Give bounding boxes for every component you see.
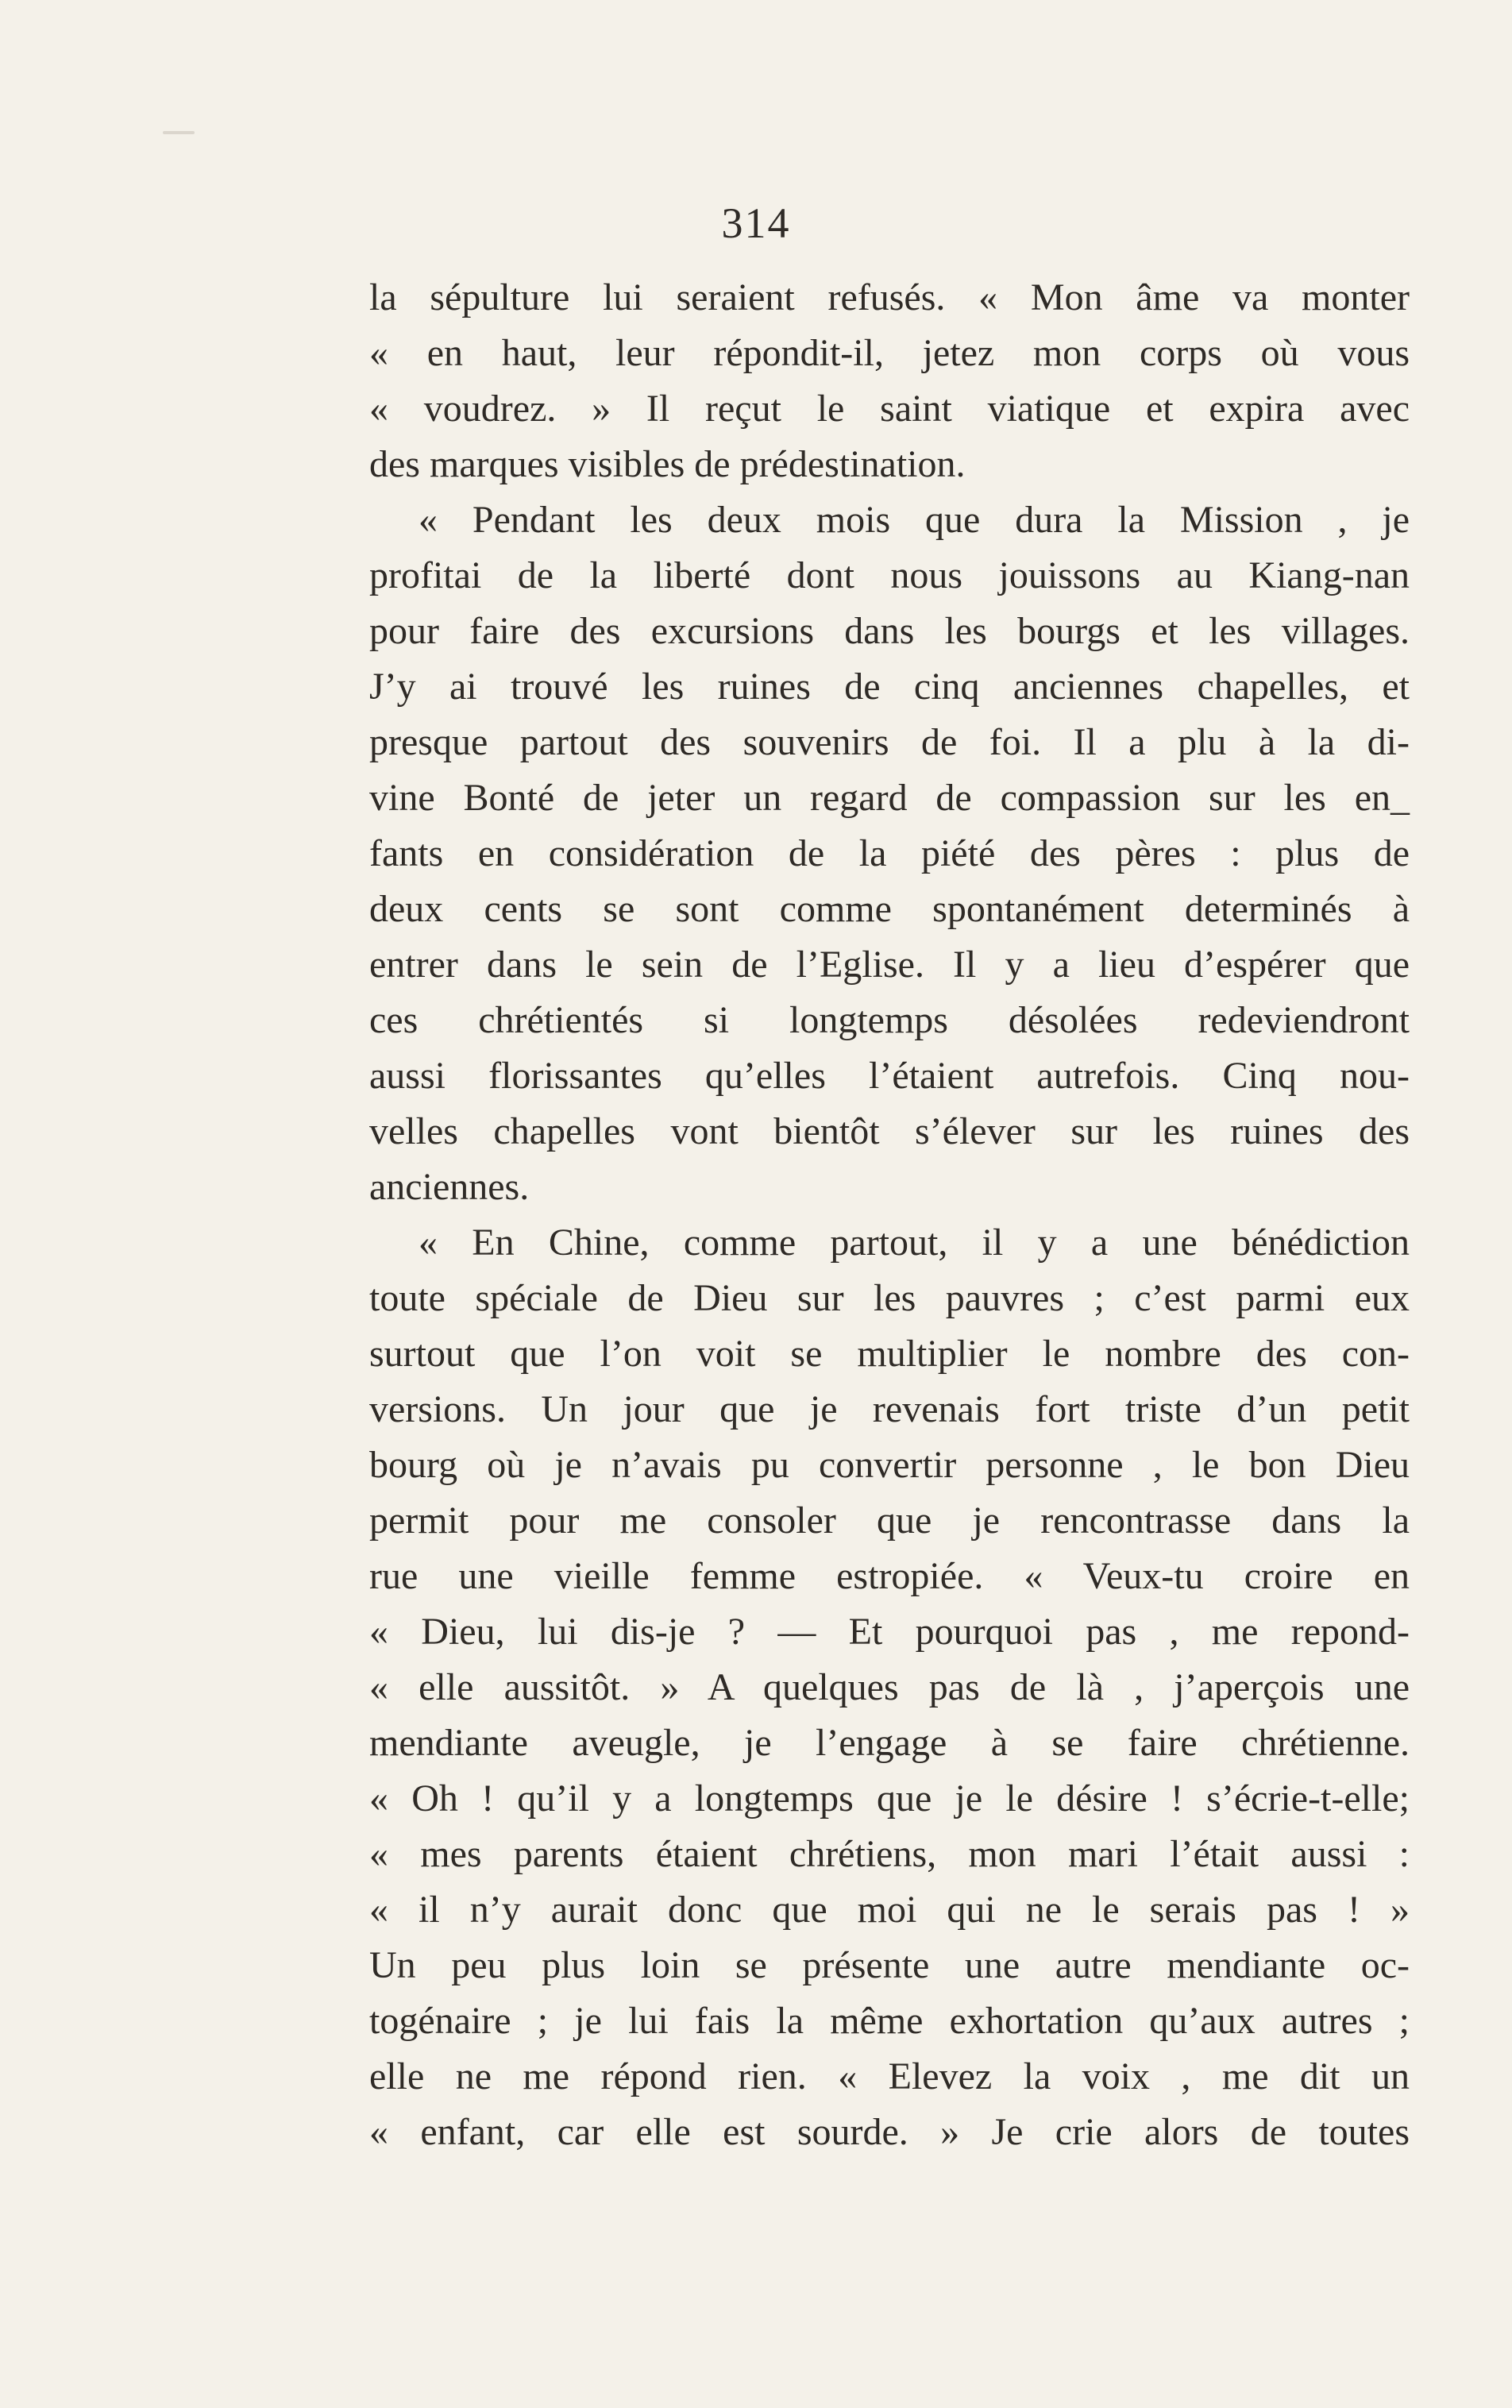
text-line: « enfant, car elle est sourde. » Je crie alors de toutes bbox=[369, 2111, 1410, 2153]
text-line: bourg où je n’avais pu convertir personne , le bon Dieu bbox=[369, 1444, 1410, 1486]
text-line: J’y ai trouvé les ruines de cinq anciennes chapelles, et bbox=[369, 666, 1410, 708]
text-line: « Oh ! qu’il y a longtemps que je le désire ! s’écrie-t-elle; bbox=[369, 1777, 1410, 1820]
text-line: versions. Un jour que je revenais fort triste d’un petit bbox=[369, 1388, 1410, 1430]
text-line: « voudrez. » Il reçut le saint viatique et expira avec bbox=[369, 388, 1410, 430]
text-line: « en haut, leur répondit-il, jetez mon corps où vous bbox=[369, 332, 1410, 374]
text-line: velles chapelles vont bientôt s’élever sur les ruines des bbox=[369, 1110, 1410, 1152]
text-line: aussi florissantes qu’elles l’étaient autrefois. Cinq nou- bbox=[369, 1055, 1410, 1097]
text-line: elle ne me répond rien. « Elevez la voix , me dit un bbox=[369, 2055, 1410, 2097]
text-line: togénaire ; je lui fais la même exhortation qu’aux autres ; bbox=[369, 2000, 1410, 2042]
text-line: pour faire des excursions dans les bourgs et les villages. bbox=[369, 610, 1410, 652]
text-line: « En Chine, comme partout, il y a une bénédiction bbox=[418, 1221, 1410, 1264]
text-line: « Dieu, lui dis-je ? — Et pourquoi pas , me repond- bbox=[369, 1611, 1410, 1653]
text-line: ces chrétientés si longtemps désolées redeviendront bbox=[369, 999, 1410, 1041]
text-line: Un peu plus loin se présente une autre mendiante oc- bbox=[369, 1944, 1410, 1986]
text-line: permit pour me consoler que je rencontrasse dans la bbox=[369, 1499, 1410, 1542]
text-line: « mes parents étaient chrétiens, mon mari l’était aussi : bbox=[369, 1833, 1410, 1875]
text-line: entrer dans le sein de l’Eglise. Il y a lieu d’espérer que bbox=[369, 944, 1410, 986]
text-line: la sépulture lui seraient refusés. « Mon âme va monter bbox=[369, 276, 1410, 318]
page-mark bbox=[163, 131, 195, 134]
text-line: mendiante aveugle, je l’engage à se faire chrétienne. bbox=[369, 1722, 1410, 1764]
text-line: surtout que l’on voit se multiplier le nombre des con- bbox=[369, 1333, 1410, 1375]
body-text bbox=[369, 270, 1410, 2160]
text-line: deux cents se sont comme spontanément determinés à bbox=[369, 888, 1410, 930]
text-line: presque partout des souvenirs de foi. Il a plu à la di- bbox=[369, 721, 1410, 763]
text-line: « elle aussitôt. » A quelques pas de là , j’aperçois une bbox=[369, 1666, 1410, 1708]
text-line: « Pendant les deux mois que dura la Mission , je bbox=[418, 499, 1410, 541]
text-line: des marques visibles de prédestination. bbox=[369, 443, 966, 485]
text-line: vine Bonté de jeter un regard de compassion sur les en_ bbox=[369, 777, 1410, 819]
text-line: « il n’y aurait donc que moi qui ne le serais pas ! » bbox=[369, 1889, 1410, 1931]
text-line: anciennes. bbox=[369, 1166, 530, 1208]
text-line: rue une vieille femme estropiée. « Veux-tu croire en bbox=[369, 1555, 1410, 1597]
page-number: 314 bbox=[721, 199, 791, 247]
text-line: fants en considération de la piété des pères : plus de bbox=[369, 832, 1410, 874]
text-line: toute spéciale de Dieu sur les pauvres ; c’est parmi eux bbox=[369, 1277, 1410, 1319]
text-line: profitai de la liberté dont nous jouissons au Kiang-nan bbox=[369, 554, 1410, 596]
